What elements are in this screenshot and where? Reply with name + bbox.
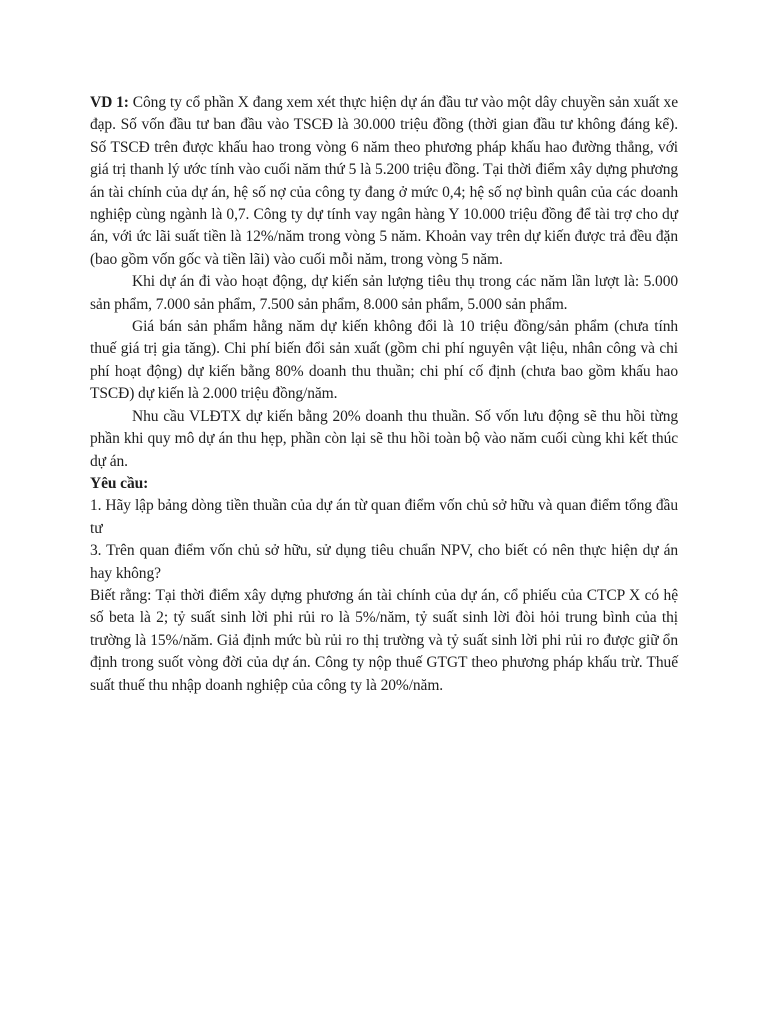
working-capital-paragraph: Nhu cầu VLĐTX dự kiến bằng 20% doanh thu thuần. Số vốn lưu động sẽ thu hồi từng phần khi quy mô dự án thu hẹp, phần còn lại sẽ thu hồi toàn bộ vào năm cuối cùng khi kết thúc dự án. [90,407,678,470]
document-body [90,92,678,697]
price-paragraph: Giá bán sản phẩm hằng năm dự kiến không đổi là 10 triệu đồng/sản phẩm (chưa tính thuế giá trị gia tăng). Chi phí biến đổi sản xuất (gồm chi phí nguyên vật liệu, nhân công và chi phí hoạt động) dự kiến bằng 80% doanh thu thuần; chi phí cố định (chưa bao gồm khấu hao TSCĐ) dự kiến là 2.000 triệu đồng/năm. [90,318,678,403]
example-label: VD 1: [90,94,129,111]
intro-paragraph [90,92,678,271]
requirement-3: 3. Trên quan điểm vốn chủ sở hữu, sử dụng tiêu chuẩn NPV, cho biết có nên thực hiện dự án hay không? [90,542,678,582]
intro-text: Công ty cổ phần X đang xem xét thực hiện dự án đầu tư vào một dây chuyền sản xuất xe đạp. Số vốn đầu tư ban đầu vào TSCĐ là 30.000 triệu đồng (thời gian đầu tư không đáng kể). Số TSCĐ trên được khấu hao trong vòng 6 năm theo phương pháp khấu hao đường thẳng, với giá trị thanh lý ước tính vào cuối năm thứ 5 là 5.200 triệu đồng. Tại thời điểm xây dựng phương án tài chính của dự án, hệ số nợ của công ty đang ở mức 0,4; hệ số nợ bình quân của các doanh nghiệp cùng ngành là 0,7. Công ty dự tính vay ngân hàng Y 10.000 triệu đồng để tài trợ cho dự án, với ức lãi suất tiền là 12%/năm trong vòng 5 năm. Khoản vay trên dự kiến được trả đều đặn (bao gồm vốn gốc và tiền lãi) vào cuối mỗi năm, trong vòng 5 năm. [90,94,678,268]
given-paragraph: Biết rằng: Tại thời điểm xây dựng phương án tài chính của dự án, cổ phiếu của CTCP X có hệ số beta là 2; tỷ suất sinh lời phi rủi ro là 5%/năm, tỷ suất sinh lời đòi hỏi trung bình của thị trường là 15%/năm. Giả định mức bù rủi ro thị trường và tỷ suất sinh lời phi rủi ro được giữ ổn định trong suốt vòng đời của dự án. Công ty nộp thuế GTGT theo phương pháp khấu trừ. Thuế suất thuế thu nhập doanh nghiệp của công ty là 20%/năm. [90,586,678,694]
sales-paragraph: Khi dự án đi vào hoạt động, dự kiến sản lượng tiêu thụ trong các năm lần lượt là: 5.000 sản phẩm, 7.000 sản phẩm, 7.500 sản phẩm, 8.000 sản phẩm, 5.000 sản phẩm. [90,273,678,313]
requirements-heading: Yêu cầu: [90,474,149,492]
requirement-1: 1. Hãy lập bảng dòng tiền thuần của dự án từ quan điểm vốn chủ sở hữu và quan điểm tổng đầu tư [90,497,678,537]
